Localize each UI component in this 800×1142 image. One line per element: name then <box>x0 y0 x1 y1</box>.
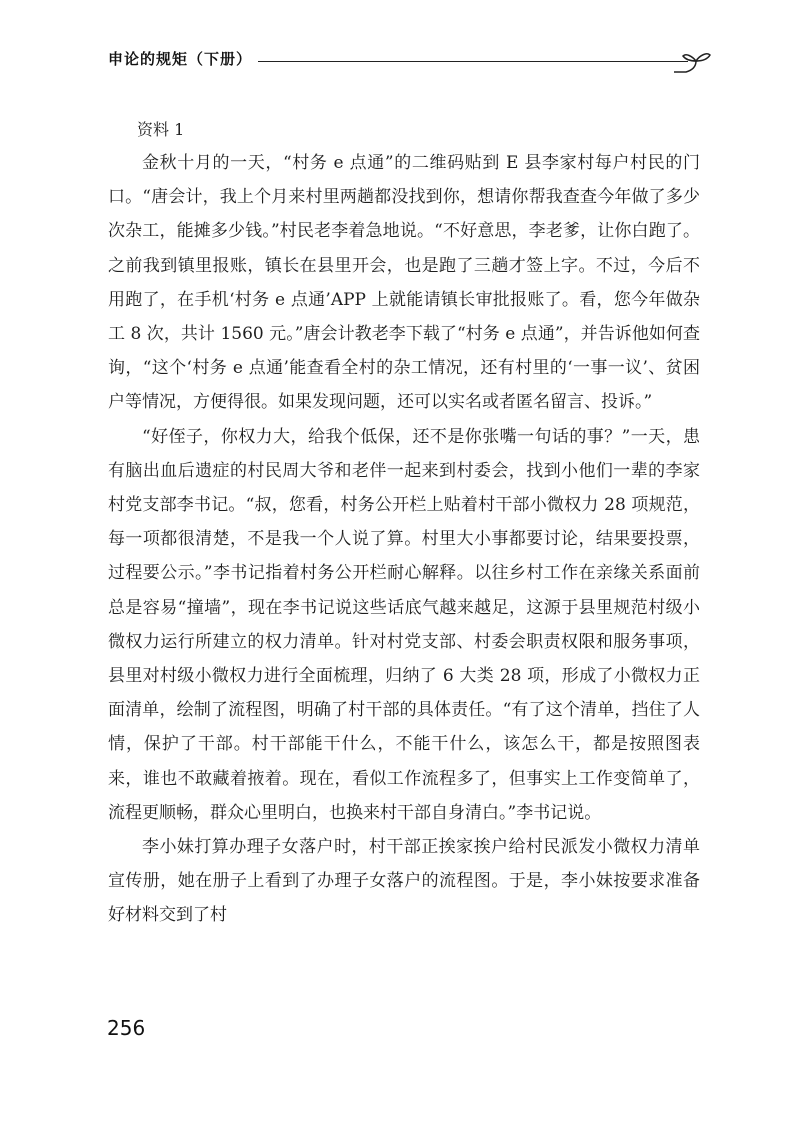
body-text <box>108 146 700 933</box>
page-number: 256 <box>107 1016 146 1040</box>
header-rule <box>258 61 688 62</box>
running-header <box>108 44 708 74</box>
section-title: 资料 1 <box>137 120 185 139</box>
paragraph: 金秋十月的一天，“村务 e 点通”的二维码贴到 E 县李家村每户村民的门口。“唐会计，我上个月来村里两趟都没找到你，想请你帮我查查今年做了多少次杂工，能摊多少钱。”村民老李着急地说。“不好意思，李老爹，让你白跑了。之前我到镇里报账，镇长在县里开会，也是跑了三趟才签上字。不过，今后不用跑了，在手机‘村务 e 点通’APP 上就能请镇长审批报账了。看，您今年做杂工 8 次，共计 1560 元。”唐会计教老李下载了“村务 e 点通”，并告诉他如何查询，“这个‘村务 e 点通’能查看全村的杂工情况，还有村里的‘一事一议’、贫困户等情况，方便得很。如果发现问题，还可以实名或者匿名留言、投诉。” <box>108 153 700 413</box>
paragraph: 李小妹打算办理子女落户时，村干部正挨家挨户给村民派发小微权力清单宣传册，她在册子上看到了办理子女落户的流程图。于是，李小妹按要求准备好材料交到了村 <box>108 837 700 926</box>
sprout-icon <box>674 42 718 78</box>
book-title: 申论的规矩（下册） <box>108 50 253 68</box>
paragraph: “好侄子，你权力大，给我个低保，还不是你张嘴一句话的事？”一天，患有脑出血后遗症的村民周大爷和老伴一起来到村委会，找到小他们一辈的李家村党支部李书记。“叔，您看，村务公开栏上贴着村干部小微权力 28 项规范，每一项都很清楚，不是我一个人说了算。村里大小事都要讨论，结果要投票，过程要公示。”李书记指着村务公开栏耐心解释。以往乡村工作在亲缘关系面前总是容易“撞墙”，现在李书记说这些话底气越来越足，这源于县里规范村级小微权力运行所建立的权力清单。针对村党支部、村委会职责权限和服务事项，县里对村级小微权力进行全面梳理，归纳了 6 大类 28 项，形成了小微权力正面清单，绘制了流程图，明确了村干部的具体责任。“有了这个清单，挡住了人情，保护了干部。村干部能干什么，不能干什么，该怎么干，都是按照图表来，谁也不敢藏着掖着。现在，看似工作流程多了，但事实上工作变简单了，流程更顺畅，群众心里明白，也换来村干部自身清白。”李书记说。 <box>108 426 700 823</box>
